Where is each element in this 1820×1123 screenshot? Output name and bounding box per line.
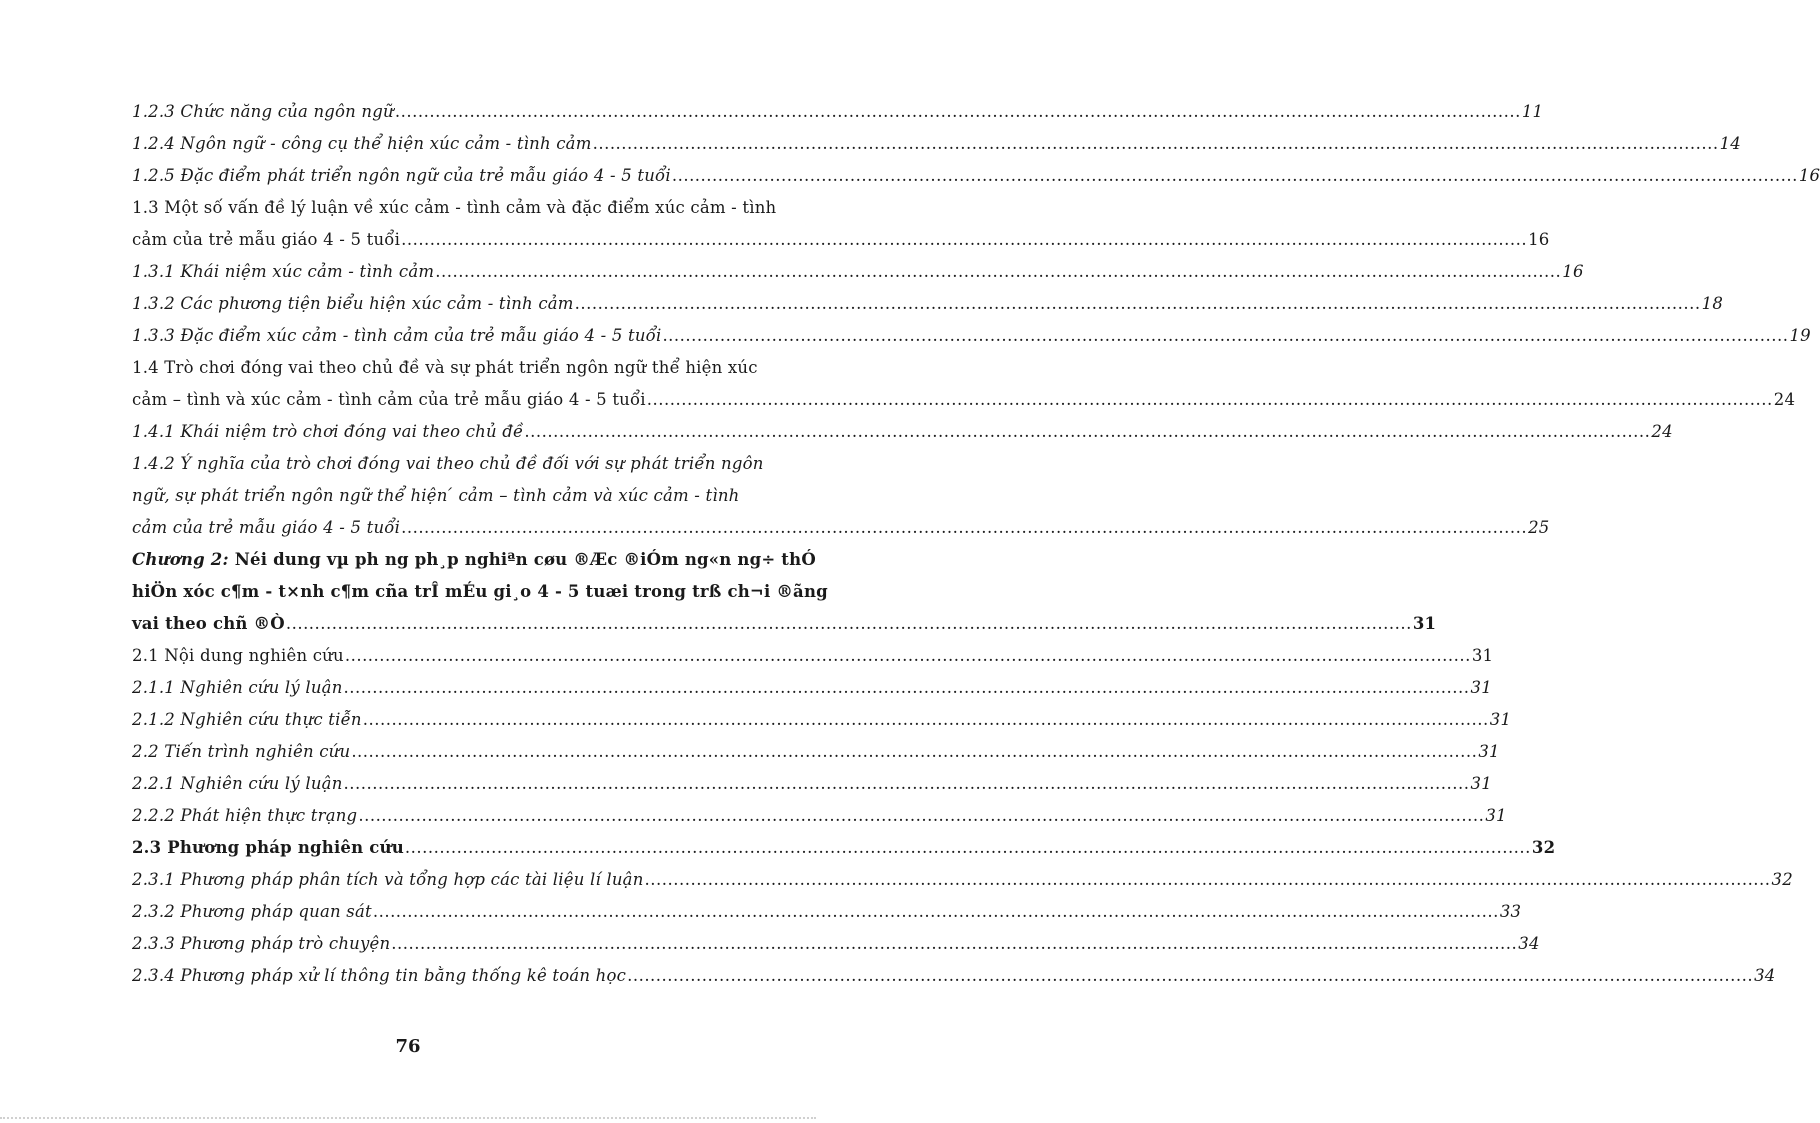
toc-entry-title: 2.3.2 Phương pháp quan sát: [132, 902, 372, 921]
toc-entry-title: 1.2.3 Chức năng của ngôn ngữ: [132, 102, 394, 121]
dot-leader: [358, 800, 1484, 832]
toc-entry-1-2-5: [132, 160, 1820, 192]
dot-leader: [405, 832, 1531, 864]
dot-leader: [593, 128, 1719, 160]
toc-chapter-2-line2: hiÖn xóc c¶m - t×nh c¶m cña trÎ mÉu gi¸o 4 - 5 tuæi trong trß ch¬i ®ãng: [132, 582, 828, 601]
toc-entry-1-3-3: [132, 320, 1811, 352]
toc-entry-2-1: [132, 640, 1494, 672]
toc-entry-1-4-2: [132, 512, 1550, 544]
toc-entry-2-3: [132, 832, 1556, 864]
toc-page-number: 16: [1562, 262, 1584, 281]
toc-page-number: 16: [1528, 230, 1550, 249]
toc-entry-title: 2.3.1 Phương pháp phân tích và tổng hợp các tài liệu lí luận: [132, 870, 644, 889]
toc-entry-1-2-4: [132, 128, 1741, 160]
toc-page-number: 19: [1789, 326, 1811, 345]
toc-page-number: 31: [1470, 774, 1492, 793]
dot-leader: [344, 672, 1470, 704]
dot-leader: [524, 416, 1650, 448]
toc-page-number: 31: [1489, 710, 1512, 729]
dot-leader: [345, 640, 1471, 672]
toc-entry-title: 2.1 Nội dung nghiên cứu: [132, 646, 344, 665]
toc-entry-1-4-2-line2: ngữ, sự phát triển ngôn ngữ thể hiện ́ cảm – tình cảm và xúc cảm - tình: [132, 486, 740, 505]
toc-entry-2-3-1: [132, 864, 1793, 896]
dot-leader: [391, 928, 1517, 960]
toc-entry-2-2: [132, 736, 1500, 768]
toc-entry-title: 1.3.1 Khái niệm xúc cảm - tình cảm: [132, 262, 435, 281]
toc-entry-title: 2.3 Phương pháp nghiên cứu: [132, 838, 404, 857]
toc-page-number: 24: [1651, 422, 1673, 441]
dot-leader: [351, 736, 1477, 768]
toc-page-number: 32: [1771, 870, 1793, 889]
toc-entry-1-4-line1: 1.4 Trò chơi đóng vai theo chủ đề và sự phát triển ngôn ngữ thể hiện xúc: [132, 358, 758, 377]
toc-entry-1-4-2-line1: 1.4.2 Ý nghĩa của trò chơi đóng vai theo chủ đề đối với sự phát triển ngôn: [132, 454, 764, 473]
dot-leader: [647, 384, 1773, 416]
toc-page-number: 24: [1773, 390, 1796, 409]
toc-entry-title: cảm của trẻ mẫu giáo 4 - 5 tuổi: [132, 230, 401, 249]
toc-entry-title: 2.2.2 Phát hiện thực trạng: [132, 806, 358, 825]
table-of-contents: [132, 96, 1820, 992]
toc-entry-2-2-2: [132, 800, 1507, 832]
toc-page-number: 33: [1499, 902, 1522, 921]
toc-entry-title: 2.1.2 Nghiên cứu thực tiễn: [132, 710, 362, 729]
toc-entry-1-4-1: [132, 416, 1673, 448]
toc-entry-1-3-1: [132, 256, 1584, 288]
toc-entry-2-2-1: [132, 768, 1492, 800]
dot-leader: [401, 224, 1527, 256]
toc-page-number: 31: [1470, 678, 1492, 697]
toc-chapter-2-line1: [132, 544, 816, 576]
toc-page-number: 14: [1719, 134, 1741, 153]
toc-entry-title: 1.2.4 Ngôn ngữ - công cụ thể hiện xúc cảm - tình cảm: [132, 134, 592, 153]
page-bottom-divider: [0, 1117, 816, 1119]
toc-entry-2-3-3: [132, 928, 1540, 960]
toc-entry-1-2-3: [132, 96, 1544, 128]
toc-chapter-2: [132, 608, 1437, 640]
toc-page-number: 31: [1412, 614, 1437, 633]
toc-entry-title: 1.3.2 Các phương tiện biểu hiện xúc cảm - tình cảm: [132, 294, 574, 313]
toc-entry-title: vai theo chñ ®Ò: [132, 614, 285, 633]
toc-entry-title: 1.2.5 Đặc điểm phát triển ngôn ngữ của trẻ mẫu giáo 4 - 5 tuổi: [132, 166, 671, 185]
dot-leader: [344, 768, 1470, 800]
toc-entry-title: 2.2 Tiến trình nghiên cứu: [132, 742, 351, 761]
toc-page-number: 16: [1798, 166, 1820, 185]
dot-leader: [672, 160, 1798, 192]
toc-page-number: 31: [1485, 806, 1507, 825]
toc-entry-2-1-1: [132, 672, 1492, 704]
toc-page-number: 25: [1528, 518, 1550, 537]
toc-page-number: 34: [1754, 966, 1776, 985]
toc-entry-1-3: [132, 224, 1550, 256]
toc-entry-title: 2.2.1 Nghiên cứu lý luận: [132, 774, 343, 793]
toc-entry-1-3-2: [132, 288, 1724, 320]
toc-entry-2-3-2: [132, 896, 1522, 928]
dot-leader: [575, 288, 1701, 320]
dot-leader: [401, 512, 1527, 544]
toc-entry-2-1-2: [132, 704, 1512, 736]
toc-page-number: 31: [1471, 646, 1494, 665]
toc-entry-title: 2.3.4 Phương pháp xử lí thông tin bằng thống kê toán học: [132, 966, 627, 985]
toc-entry-title: cảm – tình và xúc cảm - tình cảm của trẻ mẫu giáo 4 - 5 tuổi: [132, 390, 646, 409]
chapter-title-part: Néi dung vµ ph ng ph¸p nghiªn cøu ®Æc ®iÓm ng«n ng÷ thÓ: [228, 550, 816, 569]
toc-page-number: 34: [1518, 934, 1540, 953]
dot-leader: [662, 320, 1788, 352]
toc-entry-title: 1.4.1 Khái niệm trò chơi đóng vai theo chủ đề: [132, 422, 524, 441]
toc-page-number: 32: [1531, 838, 1556, 857]
toc-entry-title: 2.3.3 Phương pháp trò chuyện: [132, 934, 391, 953]
dot-leader: [645, 864, 1771, 896]
toc-entry-title: 1.3.3 Đặc điểm xúc cảm - tình cảm của trẻ mẫu giáo 4 - 5 tuổi: [132, 326, 662, 345]
toc-page-number: 18: [1701, 294, 1724, 313]
chapter-label: Chương 2:: [132, 550, 229, 569]
toc-entry-title: 2.1.1 Nghiên cứu lý luận: [132, 678, 343, 697]
toc-entry-1-4: [132, 384, 1796, 416]
toc-page-number: 11: [1521, 102, 1544, 121]
toc-entry-title: cảm của trẻ mẫu giáo 4 - 5 tuổi: [132, 518, 401, 537]
toc-entry-2-3-4: [132, 960, 1776, 992]
dot-leader: [395, 96, 1521, 128]
toc-entry-1-3-line1: 1.3 Một số vấn đề lý luận về xúc cảm - tình cảm và đặc điểm xúc cảm - tình: [132, 198, 777, 217]
dot-leader: [286, 608, 1412, 640]
toc-page-number: 31: [1478, 742, 1500, 761]
dot-leader: [373, 896, 1499, 928]
page-number: 76: [395, 1036, 421, 1057]
dot-leader: [363, 704, 1489, 736]
dot-leader: [627, 960, 1753, 992]
dot-leader: [435, 256, 1561, 288]
